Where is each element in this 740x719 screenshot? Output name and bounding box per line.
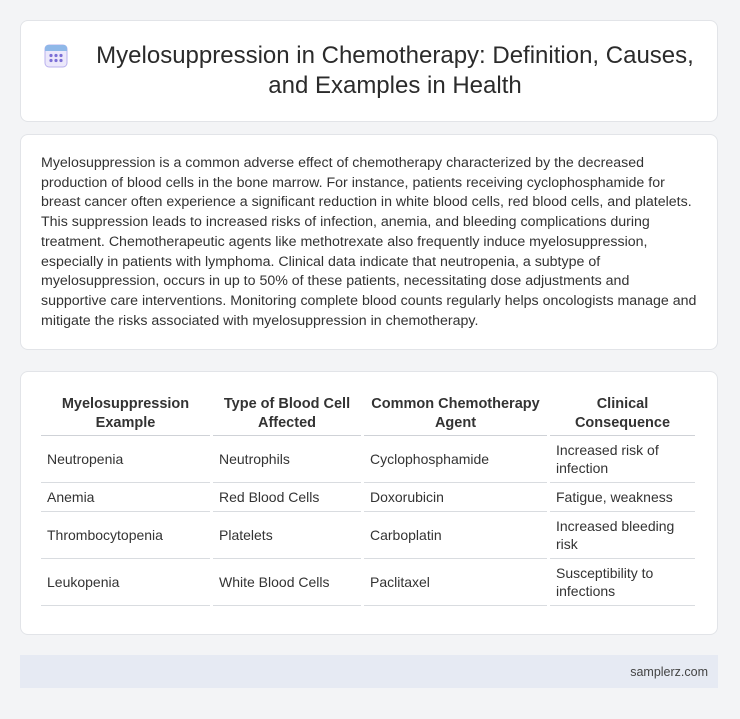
table-cell: Doxorubicin	[364, 483, 547, 512]
intro-paragraph: Myelosuppression is a common adverse effect of chemotherapy characterized by the decreased production of blood cells in the bone marrow. For instance, patients receiving cyclophosphamide for breast cancer often experience a significant reduction in white blood cells, red blood cells, and platelets. This suppression leads to increased risks of infection, anemia, and bleeding complications during treatment. Chemotherapeutic agents like methotrexate also frequently induce myelosuppression, especially in patients with lymphoma. Clinical data indicate that neutropenia, a subtype of myelosuppression, occurs in up to 50% of these patients, necessitating dose adjustments and supportive care interventions. Monitoring complete blood counts regularly helps oncologists manage and mitigate the risks associated with myelosuppression in chemotherapy.	[41, 155, 697, 329]
table-cell: Cyclophosphamide	[364, 436, 547, 483]
table-row	[41, 559, 695, 606]
footer-site-link[interactable]: samplerz.com	[630, 664, 708, 679]
calendar-icon	[41, 41, 71, 71]
column-header: Clinical Consequence	[550, 392, 695, 436]
table-cell: Increased bleeding risk	[550, 512, 695, 559]
examples-table	[38, 392, 698, 606]
title-card	[20, 20, 718, 122]
table-cell: Paclitaxel	[364, 559, 547, 606]
table-cell: Increased risk of infection	[550, 436, 695, 483]
table-cell: Thrombocytopenia	[41, 512, 210, 559]
page-title: Myelosuppression in Chemotherapy: Definition, Causes, and Examples in Health	[96, 42, 694, 99]
table-cell: White Blood Cells	[213, 559, 361, 606]
footer-bar	[20, 655, 718, 688]
table-cell: Susceptibility to infections	[550, 559, 695, 606]
table-header-row	[41, 392, 695, 436]
table-row	[41, 436, 695, 483]
title-wrap	[21, 41, 717, 101]
table-cell: Neutropenia	[41, 436, 210, 483]
table-cell: Fatigue, weakness	[550, 483, 695, 512]
intro-card	[20, 134, 718, 350]
column-header: Type of Blood Cell Affected	[213, 392, 361, 436]
table-row	[41, 512, 695, 559]
table-cell: Platelets	[213, 512, 361, 559]
table-cell: Carboplatin	[364, 512, 547, 559]
table-cell: Neutrophils	[213, 436, 361, 483]
table-cell: Anemia	[41, 483, 210, 512]
table-card	[20, 371, 718, 635]
table-cell: Leukopenia	[41, 559, 210, 606]
table-row	[41, 483, 695, 512]
column-header: Myelosuppression Example	[41, 392, 210, 436]
column-header: Common Chemotherapy Agent	[364, 392, 547, 436]
table-cell: Red Blood Cells	[213, 483, 361, 512]
